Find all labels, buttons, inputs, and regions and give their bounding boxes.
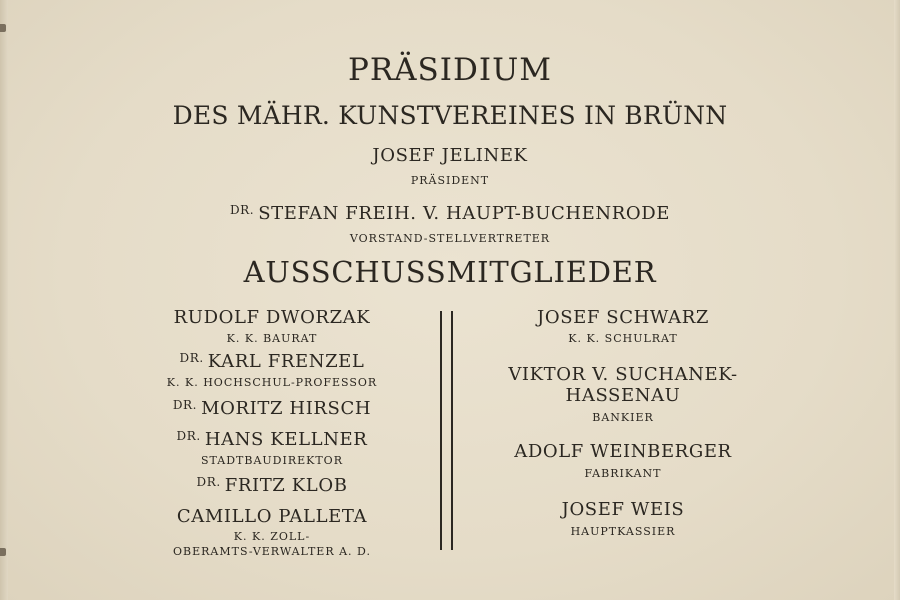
column-divider — [451, 311, 453, 550]
president-role: PRÄSIDENT — [410, 174, 490, 187]
member-name: JOSEF SCHWARZ — [537, 307, 709, 328]
member-name: FRITZ KLOB — [224, 475, 348, 496]
member-role: FABRIKANT — [584, 467, 662, 480]
member-name: CAMILLO PALLETA — [176, 506, 368, 527]
member-name: VIKTOR V. SUCHANEK- — [508, 364, 738, 385]
member-name-line — [122, 429, 422, 450]
member-name: HANS KELLNER — [204, 429, 368, 450]
member-name-line — [122, 351, 422, 372]
member-name: KARL FRENZEL — [207, 351, 365, 372]
member-role: K. K. HOCHSCHUL-PROFESSOR — [166, 376, 378, 389]
member-role: OBERAMTS-VERWALTER A. D. — [173, 545, 371, 558]
member-name: RUDOLF DWORZAK — [173, 307, 371, 328]
binding-mark — [0, 24, 6, 32]
academic-title: DR. — [172, 398, 198, 412]
vice-name-line — [0, 203, 900, 224]
member-role: K. K. ZOLL- — [233, 530, 311, 543]
page-left-edge — [0, 0, 8, 600]
page-right-edge — [894, 0, 900, 600]
academic-title: DR. — [176, 429, 201, 443]
committee-heading: AUSSCHUSSMITGLIEDER — [243, 255, 657, 289]
page-subtitle: DES MÄHR. KUNSTVEREINES IN BRÜNN — [172, 101, 728, 130]
column-divider — [440, 311, 442, 550]
member-name: HASSENAU — [565, 385, 681, 406]
vice-name: STEFAN FREIH. V. HAUPT-BUCHENRODE — [258, 203, 671, 224]
member-role: K. K. SCHULRAT — [568, 332, 678, 345]
member-role: K. K. BAURAT — [226, 332, 318, 345]
member-role: BANKIER — [592, 411, 654, 424]
academic-title: DR. — [179, 351, 204, 365]
academic-title: DR. — [229, 203, 255, 217]
academic-title: DR. — [196, 475, 221, 489]
member-name: MORITZ HIRSCH — [201, 398, 372, 419]
member-name-line — [122, 475, 422, 496]
member-role: STADTBAUDIREKTOR — [200, 454, 343, 467]
binding-mark — [0, 548, 6, 556]
vice-role: VORSTAND-STELLVERTRETER — [349, 232, 551, 245]
page-title: PRÄSIDIUM — [347, 52, 553, 88]
member-name: JOSEF WEIS — [561, 499, 685, 520]
president-name: JOSEF JELINEK — [372, 145, 528, 166]
member-name-line — [122, 398, 422, 419]
member-role: HAUPTKASSIER — [570, 525, 676, 538]
member-name: ADOLF WEINBERGER — [514, 441, 732, 462]
